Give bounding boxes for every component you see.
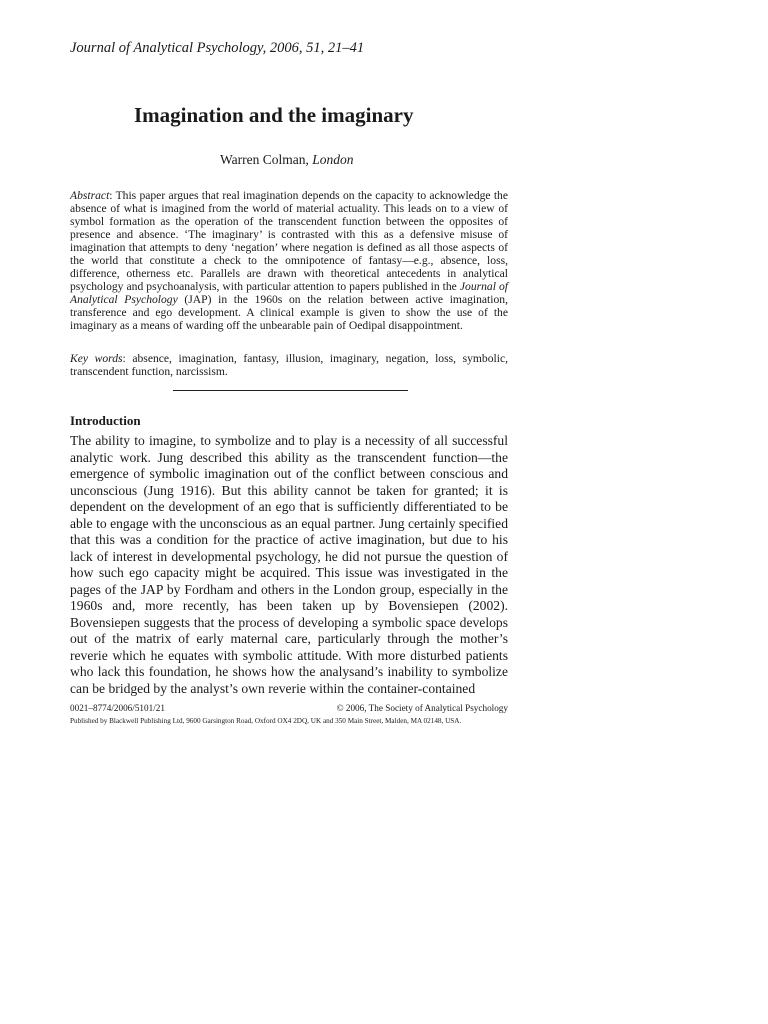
- abstract-text-part-1: : This paper argues that real imagination depends on the capacity to acknowledge the absence of what is imagined from the world of material actuality. This leads on to a view of symbol formation as the operation of the transcendent function between the opposites of presence and absence. ‘The imaginary’ is contrasted with this as a defensive misuse of imagination that attempts to deny ‘negation’ where negation is defined as all those aspects of the world that constitute a check to the omnipotence of fantasy—e.g., absence, loss, difference, otherness etc. Parallels are drawn with theoretical antecedents in analytical psychology and psychoanalysis, with particular attention to papers published in the: [70, 189, 508, 293]
- author-name: Warren Colman,: [220, 152, 309, 167]
- introduction-paragraph: The ability to imagine, to symbolize and to play is a necessity of all successful analytic work. Jung described this ability as the transcendent function—the emergence of symbolic imagination out of the conflict between conscious and unconscious (Jung 1916). But this ability cannot be taken for granted; it is dependent on the development of an ego that is sufficiently differentiated to be able to engage with the unconscious as an equal partner. Jung certainly specified that this was a condition for the practice of active imagination, but due to his lack of interest in developmental psychology, he did not pursue the question of how such ego capacity might be acquired. This issue was investigated in the pages of the JAP by Fordham and others in the London group, especially in the 1960s and, more recently, has been taken up by Bovensiepen (2002). Bovensiepen suggests that the process of developing a symbolic space develops out of the matrix of early maternal care, particularly through the mother’s reverie which he equates with symbolic attitude. With more disturbed patients who lack this foundation, he shows how the analysand’s inability to symbolize can be bridged by the analyst’s own reverie within the container-contained: [70, 433, 508, 696]
- abstract-label: Abstract: [70, 189, 110, 202]
- section-divider: [173, 390, 408, 391]
- article-title: Imagination and the imaginary: [134, 103, 414, 127]
- copyright-notice: © 2006, The Society of Analytical Psychology: [336, 703, 508, 713]
- keywords-label: Key words: [70, 352, 123, 365]
- section-heading-introduction: Introduction: [70, 413, 141, 428]
- issn-code: 0021–8774/2006/5101/21: [70, 703, 165, 713]
- abstract: [70, 190, 508, 332]
- author-line: [220, 152, 354, 168]
- abstract-journal-name: Journal of Analytical Psychology: [70, 279, 508, 306]
- keywords: [70, 352, 508, 378]
- running-head: Journal of Analytical Psychology, 2006, 51, 21–41: [70, 40, 365, 56]
- abstract-text-part-2: (JAP) in the 1960s on the relation between active imagination, transference and ego development. A clinical example is given to show the use of the imaginary as a means of warding off the unbearable pain of Oedipal disappointment.: [70, 292, 508, 332]
- keywords-text: : absence, imagination, fantasy, illusion, imaginary, negation, loss, symbolic, transcendent function, narcissism.: [70, 352, 509, 378]
- author-location: London: [312, 152, 354, 167]
- footer-row: [70, 703, 508, 713]
- publisher-line: Published by Blackwell Publishing Ltd, 9600 Garsington Road, Oxford OX4 2DQ, UK and 350 Main Street, Malden, MA 02148, USA.: [70, 717, 462, 725]
